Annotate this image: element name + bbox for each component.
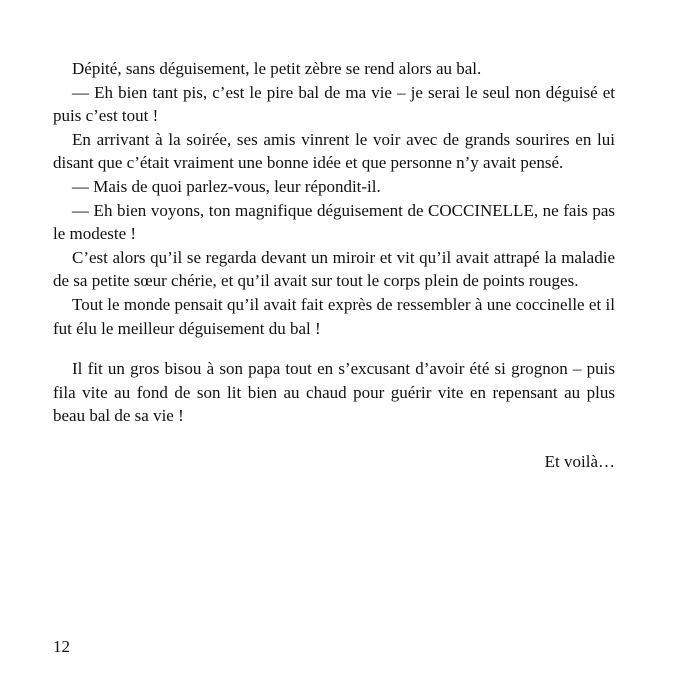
paragraph-3: En arrivant à la soirée, ses amis vinrent le voir avec de grands sourires en lui disant que c’était vraiment une bonne idée et que personne n’y avait pensé. bbox=[53, 129, 615, 173]
paragraph-5: — Eh bien voyons, ton magnifique déguisement de COCCINELLE, ne fais pas le modeste ! bbox=[53, 200, 615, 244]
paragraph-8: Il fit un gros bisou à son papa tout en s’excusant d’avoir été si grognon – puis fila vite au fond de son lit bien au chaud pour guérir vite en repensant au plus beau bal de sa vie ! bbox=[53, 359, 615, 426]
paragraph-1: Dépité, sans déguisement, le petit zèbre se rend alors au bal. bbox=[72, 59, 482, 78]
closing-line: Et voilà… bbox=[544, 451, 615, 471]
paragraph-7: Tout le monde pensait qu’il avait fait exprès de ressembler à une coccinelle et il fut élu le meilleur déguisement du bal ! bbox=[53, 294, 615, 338]
paragraph-4: — Mais de quoi parlez-vous, leur répondit-il. bbox=[72, 176, 381, 196]
paragraph-2: — Eh bien tant pis, c’est le pire bal de ma vie – je serai le seul non déguisé et puis c’est tout ! bbox=[53, 82, 615, 126]
paragraph-6: C’est alors qu’il se regarda devant un miroir et vit qu’il avait attrapé la maladie de sa petite sœur chérie, et qu’il avait sur tout le corps plein de points rouges. bbox=[53, 247, 615, 291]
page-number: 12 bbox=[53, 637, 70, 656]
story-text bbox=[53, 57, 615, 474]
